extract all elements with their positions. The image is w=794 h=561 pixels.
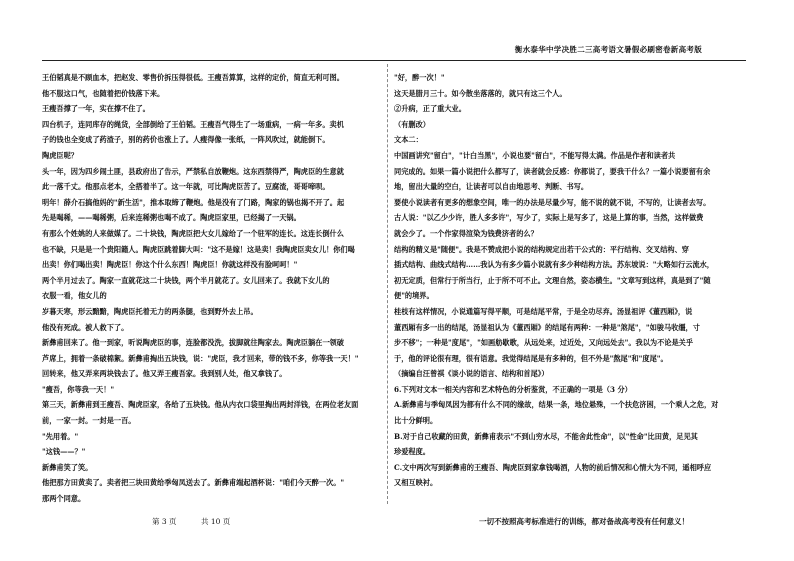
text-line: "好，醉一次！" <box>394 73 445 82</box>
text-line: 他不服这口气，也随着把价钱落下来。 <box>42 88 165 98</box>
text-line: 第三天，新彝甫到王瘦吾、陶虎臣家，各给了五块钱。他从内衣口袋里掏出两封洋钱，在两位老友面 <box>42 400 359 410</box>
page-number: 第 3 页 <box>152 517 177 526</box>
text-line: C.文中两次写到新彝甫的王瘦吾、陶虎臣到家拿钱喝酒，人物的前后情况和心情大为不同，遥相呼应 <box>394 462 712 472</box>
right-column <box>394 70 754 491</box>
text-line: 要使小说读者有更多的想象空间，唯一的办法是尽量少写，能不说的就不说，不写的，让读者去写。 <box>394 197 711 207</box>
text-line: 王瘦吾撑了一年，实在撑不住了。 <box>42 104 150 114</box>
text-line: 董西厢有多一出的结尾，汤显祖认为《董西厢》的结尾有两种：一种是"煞尾"，"如骏马收缰，寸 <box>394 322 700 332</box>
header-rule <box>42 60 746 61</box>
text-line: 步不移"；一种是"度尾"，"如画舫歇歌，从远处来，过近处，又向远处去"。我以为不论是关乎 <box>394 338 694 348</box>
text-line: "瘦吾，你等我一天！" <box>42 384 115 394</box>
text-line: 地，留出大量的空白，让读者可以自由地思考、判断、书写。 <box>394 182 589 192</box>
text-line: 四台机子，连同库存的绳货，全部倒给了王伯韬。王瘦吾气得生了一场重病，一病一年多。卖机 <box>42 119 344 129</box>
text-line: 先是喝稀，——喝稀粥，后来连稀粥也喝不成了。陶虎臣家里，已经揭了一天锅。 <box>42 213 301 223</box>
text-line: 明年！薛介石搞他妈的"新生活"，推本取缔了鞭炮。他是没有了门路，陶家的锅也揭不开了。起 <box>42 197 345 207</box>
text-line: 前，一家一封。一封是一百。 <box>42 416 136 426</box>
text-line: 子的钱也全变成了药渣子，别的药价也涨上了。人瘦得像一张纸，一阵风吹过，就能倒下。 <box>42 135 330 145</box>
text-line: 此一落千丈。他那点老本，全搭着半了。这一年就，可比陶虎臣苦了。豆腐渣，哥哥啼呗。 <box>42 182 330 192</box>
text-line: 就会少了。一个作家得渲染为钱费济者的么？ <box>394 228 538 238</box>
text-line: 那两个同意。 <box>42 494 86 504</box>
text-line: 6.下列对文本一相关内容和艺术特色的分析鉴赏，不正确的一项是（3 分） <box>394 384 632 394</box>
page-total: 共 10 页 <box>200 517 231 526</box>
text-line: 珍爱程度。 <box>394 447 430 457</box>
text-line: 中国画讲究"留白"，"计白当黑"，小说也要"留白"，不能写得太满。作品是作者和读者共 <box>394 150 676 160</box>
text-line: 这天是腊月三十。如今散坐落落的，就只有这三个人。 <box>394 88 567 98</box>
text-line: 出卖！你们喝出卖！陶虎臣！你这个什么东西！陶虎臣！你就这样没有脸呵呵！" <box>42 260 298 270</box>
column-divider <box>387 64 388 504</box>
text-line: 两个半月过去了。陶家一直就花这二十块钱，两个半月就花了。女儿回来了。我就下女儿的 <box>42 275 330 285</box>
footer-slogan: 一切不按照高考标准进行的训练，都对备战高考没有任何意义！ <box>479 517 689 526</box>
text-line: 插式结构、曲线式结构……我认为有多少篇小说就有多少种结构方法。苏东坡说："大略如行云流水， <box>394 260 714 270</box>
text-line: 初无定质，但常行于所当行，止于所不可不止。文理自然，姿态横生。"文章写到这样，真是到了"随 <box>394 275 711 285</box>
text-line: 头一年，因为四乡闹土匪，县政府出了告示，严禁私自放鞭炮。这东西禁得严，陶虎臣的生意就 <box>42 166 344 176</box>
text-line: 同完成的。如果一篇小说把什么都写了，读者就会反感：你都说了，要我干什么？一篇小说要留有余 <box>394 166 711 176</box>
page-footer-left <box>152 516 252 527</box>
text-line: 他把那方田黄卖了。卖者把三块田黄给季匈凤送去了。新彝甫端起酒杯说："咱们今天醉一次。" <box>42 478 345 488</box>
text-line: 于，他的评论很有理，很有语意。我觉得结尾是有多种的，但不外是"熬尾"和"度尾"。 <box>394 353 668 363</box>
text-line: （摘编自汪曾祺《谈小说的语言、结构和首尾》） <box>394 369 549 379</box>
text-line: 衣服一看，他女儿的 <box>42 291 107 301</box>
text-line: 陶虎臣呢？ <box>42 150 78 160</box>
text-line: 古人说："以乙少少许，胜人多多许"，写少了，实际上是写多了，这是上算的事，当然，这样做费 <box>394 213 704 223</box>
text-line: 回转来，他又弄来两块钱去了。他又弄王瘦吾家。我到别人处，他又拿钱了。 <box>42 369 287 379</box>
text-line: 新彝甫笑了笑。 <box>42 462 93 472</box>
left-column <box>42 70 372 507</box>
text-line: 文本二： <box>394 135 423 145</box>
text-line: 结构的精义是"随便"。我是不赞成把小说的结构规定出若干公式的：平行结构、交叉结构、穿 <box>394 244 689 254</box>
text-line: 便"的境界。 <box>394 291 434 301</box>
text-line: "这钱——？" <box>42 447 86 457</box>
text-line: 他没有死成。被人救下了。 <box>42 322 129 332</box>
text-line: 比十分鲜明。 <box>394 416 438 426</box>
page-header: 衡水泰华中学决胜二三高考语文暑假必刷密卷新高考版 <box>514 45 702 54</box>
text-line: 王伯韬真是不顾血本，把赵发、零售价拆压得很低。王瘦吾算算，这样的定价，简直无利可图。 <box>42 73 344 82</box>
text-line: 新彝甫回来了。他一到家，听说陶虎臣的事，连脸都没洗，拔脚就往陶家去。陶虎臣躺在一领破 <box>42 338 344 348</box>
text-line: A.新彝甫与季匈凤因为都有什么不同的缘故，结果一条，地位悬殊，一个扶危济困，一个乘人之危，对 <box>394 400 719 410</box>
text-line: 又相互映衬。 <box>394 478 438 488</box>
text-line: 岁暮天寒，形云黯黯，陶虎臣托着无力的两条腿，也到野外去上吊。 <box>42 306 258 316</box>
text-line: 有那么个姓姚的人来做媒了。二十块钱，陶虎臣把大女儿嫁给了一个驻军的连长。这连长倒什么 <box>42 228 344 238</box>
text-line: （有删改） <box>394 119 430 129</box>
text-line: 桂枝有这样情况，小说通篇写得平顺，可是结尾平常，于是全功尽弃。汤显祖评《董西厢》，说 <box>394 306 693 316</box>
text-line: B.对于自己收藏的田黄，新彝甫表示"不到山穷水尽，不能舍此性命"，以"性命"比田黄，足见其 <box>394 431 698 441</box>
text-line: "先用着。" <box>42 431 79 441</box>
text-line: ②升病，正了重大业。 <box>394 104 466 114</box>
text-line: 也不缺，只是是一个贵阳籍人。陶虎臣跳着脚大叫："这不是嫁！这是卖！我陶虎臣卖女儿！你们喝 <box>42 244 355 254</box>
text-line: 芦席上，拥着一条破棉絮。新彝甫掏出五块钱，说："虎臣，我才回来，带的钱不多，你等我一天！" <box>42 353 359 363</box>
